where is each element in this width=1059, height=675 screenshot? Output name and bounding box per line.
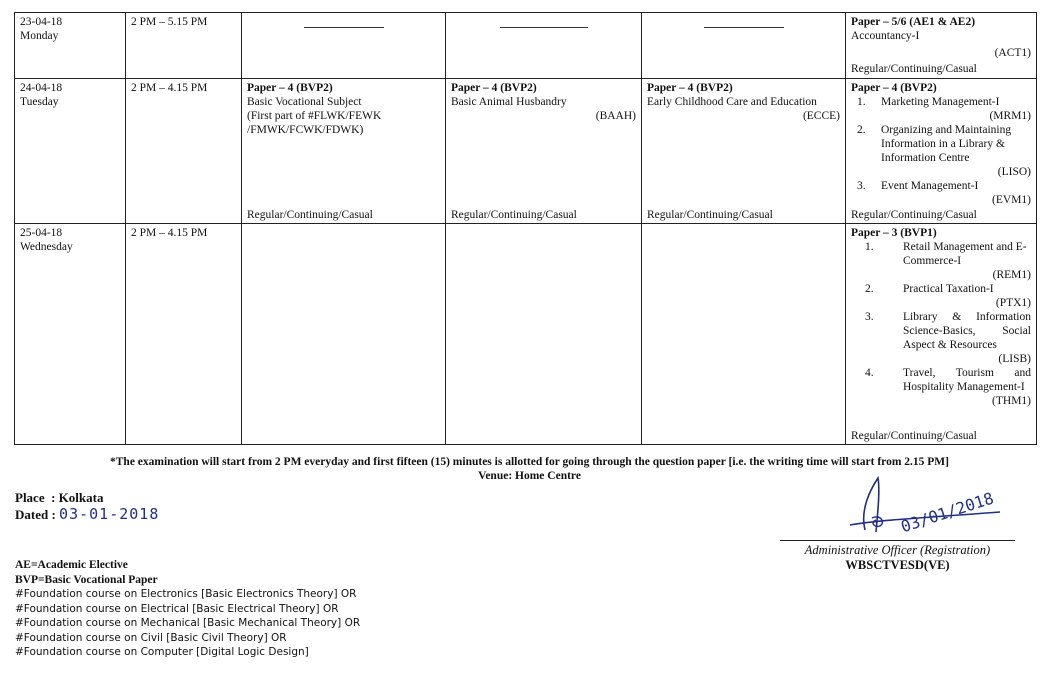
officer-title: Administrative Officer (Registration): [780, 540, 1015, 558]
list-item: 3. Event Management-I: [851, 179, 1031, 193]
date-cell: [15, 13, 126, 79]
subject-code: (THM1): [992, 395, 1031, 407]
subject-name: Accountancy-I: [851, 30, 920, 42]
subject-code: (LISO): [997, 166, 1031, 178]
legend-foundation-item: #Foundation course on Computer [Digital Logic Design]: [15, 646, 309, 658]
date-cell: [15, 224, 126, 445]
subject-name: Basic Animal Husbandry: [451, 96, 567, 108]
candidate-type: Regular/Continuing/Casual: [851, 209, 977, 221]
list-item: 2. Organizing and Maintaining Information in a Library & Information Centre: [851, 123, 1031, 165]
blank-cell: [242, 224, 446, 445]
subject-code: (PTX1): [995, 297, 1031, 309]
officer-org: WBSCTVESD(VE): [845, 558, 950, 572]
blank-cell: [446, 13, 642, 79]
blank-cell: [446, 224, 642, 445]
paper-cell: [846, 224, 1037, 445]
subject-code: (EVM1): [992, 194, 1031, 206]
exam-date: 25-04-18: [20, 227, 63, 239]
subject-code: (MRM1): [989, 110, 1031, 122]
note-text: *The examination will start from 2 PM everyday and first fifteen (15) minutes is allotted for going through the question paper [i.e. the writing time will start from 2.15 PM]: [110, 456, 949, 468]
subject-line: (First part of #FLWK/FEWK: [247, 110, 382, 122]
paper-heading: Paper – 4 (BVP2): [647, 82, 733, 94]
schedule-row: [15, 224, 1037, 445]
subject-line: /FMWK/FCWK/FDWK): [247, 124, 364, 136]
subject-code: (BAAH): [595, 110, 636, 122]
legend-foundation-item: #Foundation course on Electrical [Basic Electrical Theory] OR: [15, 602, 339, 615]
candidate-type: Regular/Continuing/Casual: [647, 209, 773, 221]
candidate-type: Regular/Continuing/Casual: [851, 430, 977, 442]
exam-day: Wednesday: [20, 241, 73, 253]
subject-name: Early Childhood Care and Education: [647, 96, 817, 108]
subject-name: Travel, Tourism and Hospitality Management-I: [903, 367, 1031, 393]
list-item: 4. Travel, Tourism and Hospitality Management-I: [865, 367, 1031, 393]
paper-cell: [846, 13, 1037, 79]
signature-date: 03/01/2018: [898, 488, 996, 537]
legend-bvp: BVP=Basic Vocational Paper: [15, 573, 158, 586]
subject-name: Event Management-I: [881, 180, 979, 192]
paper-heading: Paper – 4 (BVP2): [247, 82, 333, 94]
paper-heading: Paper – 4 (BVP2): [451, 82, 537, 94]
date-cell: [15, 79, 126, 224]
subject-code: (REM1): [992, 269, 1031, 281]
list-item: 2. Practical Taxation-I: [851, 282, 1031, 296]
paper-cell: [242, 79, 446, 224]
subject-code: (ACT1): [994, 47, 1031, 59]
schedule-row: [15, 13, 1037, 79]
place-date-block: [15, 490, 159, 523]
exam-date: 23-04-18: [20, 16, 63, 28]
subject-name: Library & Information Science-Basics, Social Aspect & Resources: [903, 311, 1031, 351]
subject-name: Organizing and Maintaining Information in a Library & Information Centre: [881, 124, 1012, 164]
candidate-type: Regular/Continuing/Casual: [451, 209, 577, 221]
schedule-row: [15, 79, 1037, 224]
list-item: 1. Marketing Management-I: [851, 95, 1031, 109]
place-label: Place : Kolkata: [15, 490, 104, 505]
list-item: 1. Retail Management and E-Commerce-I: [851, 240, 1031, 268]
blank-cell: [642, 224, 846, 445]
exam-day: Monday: [20, 30, 59, 42]
signature-image: [820, 470, 1010, 540]
dated-label: Dated :: [15, 507, 56, 522]
subject-list: [851, 240, 1031, 408]
dated-line: [15, 506, 159, 523]
legend-ae: AE=Academic Elective: [15, 559, 128, 571]
time-cell: 2 PM – 4.15 PM: [126, 79, 242, 224]
exam-day: Tuesday: [20, 96, 59, 108]
blank-line: [500, 27, 588, 28]
legend-foundation-item: #Foundation course on Mechanical [Basic Mechanical Theory] OR: [15, 617, 361, 629]
paper-heading: Paper – 3 (BVP1): [851, 227, 937, 239]
venue-text: Venue: Home Centre: [478, 470, 581, 482]
subject-code: (ECCE): [802, 110, 840, 122]
subject-name: Retail Management and E-Commerce-I: [903, 241, 1027, 267]
legend-foundation-item: #Foundation course on Electronics [Basic Electronics Theory] OR: [15, 588, 357, 600]
paper-heading: Paper – 5/6 (AE1 & AE2): [851, 16, 976, 28]
paper-cell: [446, 79, 642, 224]
time-cell: 2 PM – 5.15 PM: [126, 13, 242, 79]
subject-line: Basic Vocational Subject: [247, 96, 362, 108]
subject-code: (LISB): [998, 353, 1031, 365]
exam-date: 24-04-18: [20, 82, 63, 94]
officer-block: [780, 540, 1015, 573]
subject-name: Marketing Management-I: [881, 96, 1000, 108]
time-cell: 2 PM – 4.15 PM: [126, 224, 242, 445]
blank-line: [304, 27, 384, 28]
paper-cell: [846, 79, 1037, 224]
blank-cell: [242, 13, 446, 79]
candidate-type: Regular/Continuing/Casual: [851, 63, 977, 75]
legend-foundation-item: #Foundation course on Civil [Basic Civil Theory] OR: [15, 631, 287, 644]
blank-line: [704, 27, 784, 28]
blank-cell: [642, 13, 846, 79]
handwritten-date: 03-01-2018: [59, 505, 160, 523]
candidate-type: Regular/Continuing/Casual: [247, 209, 373, 221]
paper-cell: [642, 79, 846, 224]
subject-name: Practical Taxation-I: [903, 283, 994, 295]
subject-list: [851, 95, 1031, 207]
list-item: 3. Library & Information Science-Basics, Social Aspect & Resources: [865, 311, 1031, 351]
exam-schedule-table: [14, 12, 1037, 445]
abbreviation-legend: [15, 558, 360, 660]
paper-heading: Paper – 4 (BVP2): [851, 82, 937, 94]
